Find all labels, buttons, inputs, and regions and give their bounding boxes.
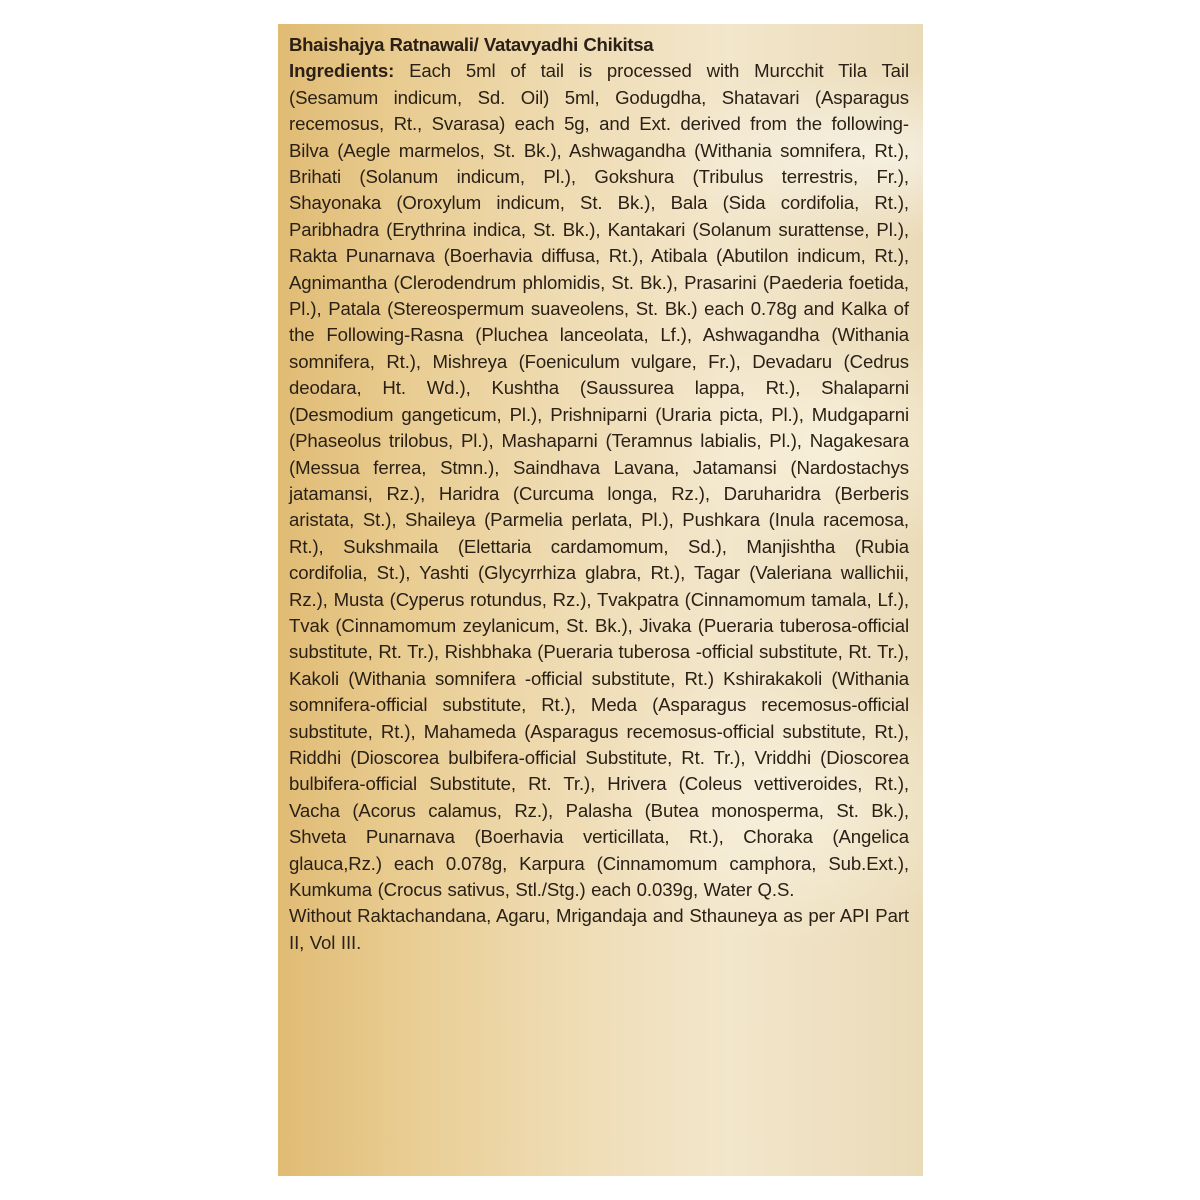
label-text-block: [289, 32, 909, 956]
exclusion-note: Without Raktachandana, Agaru, Mrigandaja and Sthauneya as per API Part II, Vol III.: [289, 905, 909, 953]
ingredients-paragraph: [289, 58, 909, 903]
ingredients-label: Ingredients:: [289, 60, 395, 82]
product-label-panel: [278, 24, 923, 1176]
reference-heading: Bhaishajya Ratnawali/ Vatavyadhi Chikitsa: [289, 34, 654, 55]
ingredients-list: Each 5ml of tail is processed with Murcchit Tila Tail (Sesamum indicum, Sd. Oil) 5ml, Godugdha, Shatavari (Asparagus recemosus, Rt., Svarasa) each 5g, and Ext. derived from the following-Bilva (Aegle marmelos, St. Bk.), Ashwagandha (Withania somnifera, Rt.), Brihati (Solanum indicum, Pl.), Gokshura (Tribulus terrestris, Fr.), Shayonaka (Oroxylum indicum, St. Bk.), Bala (Sida cordifolia, Rt.), Paribhadra (Erythrina indica, St. Bk.), Kantakari (Solanum surattense, Pl.), Rakta Punarnava (Boerhavia diffusa, Rt.), Atibala (Abutilon indicum, Rt.), Agnimantha (Clerodendrum phlomidis, St. Bk.), Prasarini (Paederia foetida, Pl.), Patala (Stereospermum suaveolens, St. Bk.) each 0.78g and Kalka of the Following-Rasna (Pluchea lanceolata, Lf.), Ashwagandha (Withania somnifera, Rt.), Mishreya (Foeniculum vulgare, Fr.), Devadaru (Cedrus deodara, Ht. Wd.), Kushtha (Saussurea lappa, Rt.), Shalaparni (Desmodium gangeticum, Pl.), Prishniparni (Uraria picta, Pl.), Mudgaparni (Phaseolus trilobus, Pl.), Mashaparni (Teramnus labialis, Pl.), Nagakesara (Messua ferrea, Stmn.), Saindhava Lavana, Jatamansi (Nardostachys jatamansi, Rz.), Haridra (Curcuma longa, Rz.), Daruharidra (Berberis aristata, St.), Shaileya (Parmelia perlata, Pl.), Pushkara (Inula racemosa, Rt.), Sukshmaila (Elettaria cardamomum, Sd.), Manjishtha (Rubia cordifolia, St.), Yashti (Glycyrrhiza glabra, Rt.), Tagar (Valeriana wallichii, Rz.), Musta (Cyperus rotundus, Rz.), Tvakpatra (Cinnamomum tamala, Lf.), Tvak (Cinnamomum zeylanicum, St. Bk.), Jivaka (Pueraria tuberosa-official substitute, Rt. Tr.), Rishbhaka (Pueraria tuberosa -official substitute, Rt. Tr.), Kakoli (Withania somnifera -official substitute, Rt.) Kshirakakoli (Withania somnifera-official substitute, Rt.), Meda (Asparagus recemosus-official substitute, Rt.), Mahameda (Asparagus recemosus-official substitute, Rt.), Riddhi (Dioscorea bulbifera-official Substitute, Rt. Tr.), Vriddhi (Dioscorea bulbifera-official Substitute, Rt. Tr.), Hrivera (Coleus vettiveroides, Rt.), Vacha (Acorus calamus, Rz.), Palasha (Butea monosperma, St. Bk.), Shveta Punarnava (Boerhavia verticillata, Rt.), Choraka (Angelica glauca,Rz.) each 0.078g, Karpura (Cinnamomum camphora, Sub.Ext.), Kumkuma (Crocus sativus, Stl./Stg.) each 0.039g, Water Q.S.: [289, 60, 909, 900]
